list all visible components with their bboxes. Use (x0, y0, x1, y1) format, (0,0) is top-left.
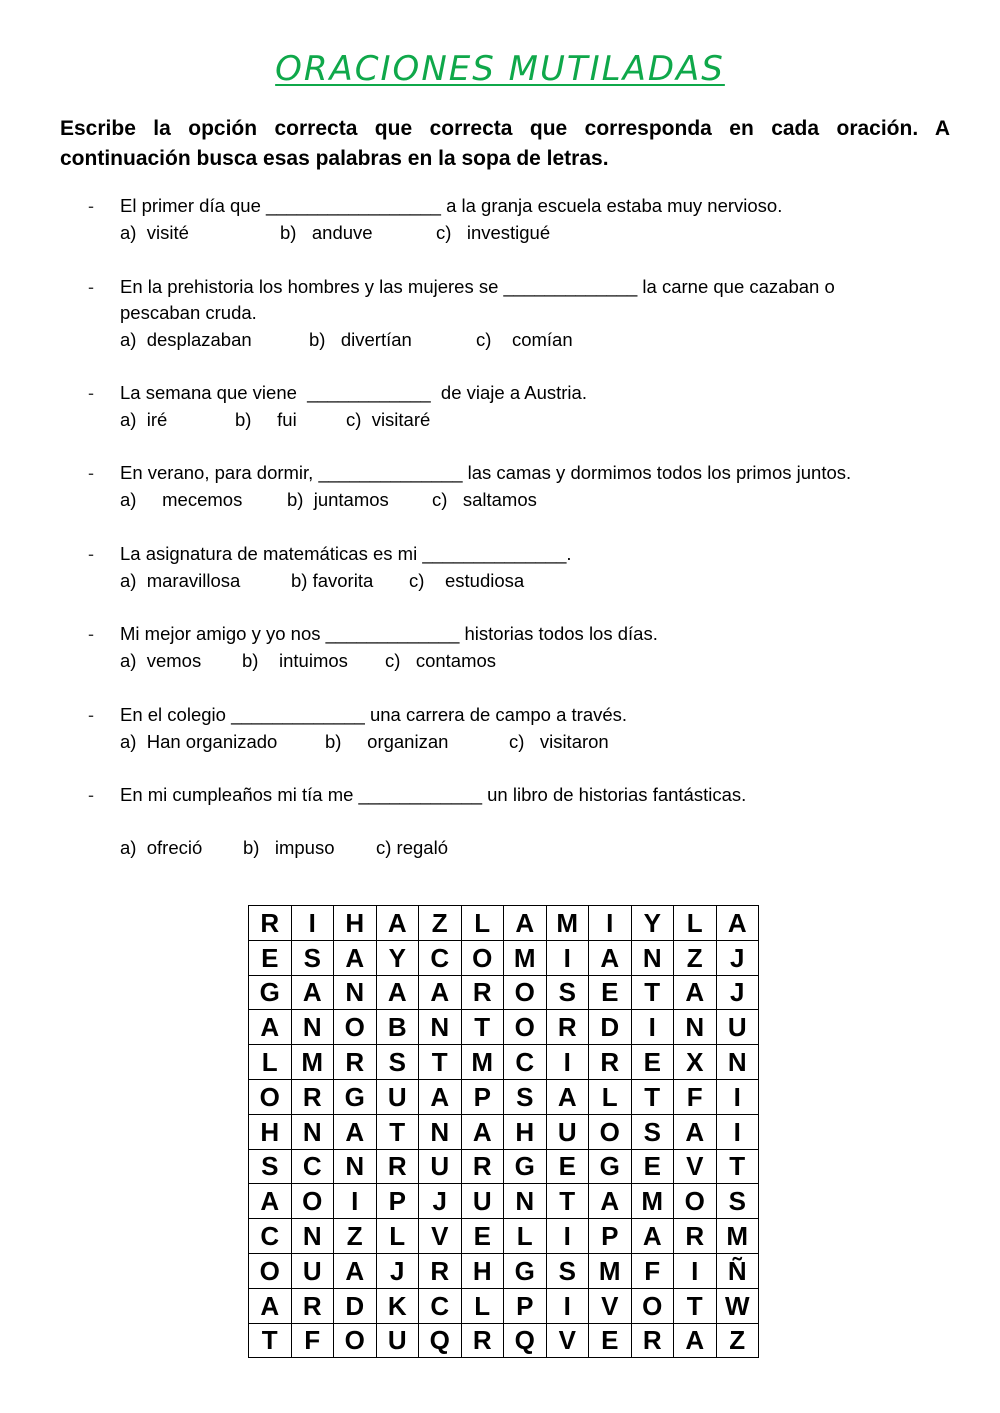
option-b[interactable]: b) organizan (325, 731, 449, 752)
option-b[interactable]: b) impuso (243, 837, 335, 858)
word-search-row (249, 1219, 759, 1254)
word-search-cell[interactable]: E (589, 1323, 632, 1358)
question-dash: - (88, 705, 94, 725)
word-search-cell[interactable]: U (376, 1079, 419, 1114)
word-search-cell[interactable]: O (504, 1010, 547, 1045)
word-search-grid (248, 905, 759, 1358)
word-search-cell[interactable]: U (461, 1184, 504, 1219)
word-search-cell[interactable]: I (716, 1079, 759, 1114)
word-search-cell[interactable]: E (589, 975, 632, 1010)
word-search-cell[interactable]: N (716, 1045, 759, 1080)
option-b[interactable]: b) fui (235, 409, 297, 430)
word-search-cell[interactable]: C (291, 1149, 334, 1184)
option-c[interactable]: c) contamos (385, 650, 497, 671)
option-b[interactable]: b) divertían (309, 329, 412, 350)
word-search-cell[interactable]: A (291, 975, 334, 1010)
word-search-cell[interactable]: R (291, 1079, 334, 1114)
question-text: La semana que viene ____________ de viaje a Austria. (120, 382, 587, 403)
word-search-cell[interactable]: V (546, 1323, 589, 1358)
option-a[interactable]: a) vemos (120, 650, 202, 671)
word-search-cell[interactable]: T (674, 1288, 717, 1323)
word-search-cell[interactable]: A (546, 1079, 589, 1114)
word-search-cell[interactable]: S (546, 975, 589, 1010)
word-search-cell[interactable]: H (334, 906, 377, 941)
word-search-cell[interactable]: K (376, 1288, 419, 1323)
word-search-cell[interactable]: N (291, 1114, 334, 1149)
word-search-cell[interactable]: L (674, 906, 717, 941)
word-search-cell[interactable]: S (376, 1045, 419, 1080)
option-a[interactable]: a) visité (120, 222, 189, 243)
option-a[interactable]: a) maravillosa (120, 570, 241, 591)
word-search-row (249, 975, 759, 1010)
word-search-cell[interactable]: O (461, 940, 504, 975)
word-search-cell[interactable]: R (419, 1253, 462, 1288)
word-search-cell[interactable]: I (546, 1045, 589, 1080)
word-search-row (249, 1288, 759, 1323)
word-search-cell[interactable]: V (419, 1219, 462, 1254)
option-a[interactable]: a) iré (120, 409, 168, 430)
question-text: En el colegio _____________ una carrera de campo a través. (120, 704, 628, 725)
option-b[interactable]: b) intuimos (242, 650, 348, 671)
word-search-cell[interactable]: O (249, 1253, 292, 1288)
word-search-row (249, 1323, 759, 1358)
question-text: En la prehistoria los hombres y las mujeres se _____________ la carne que cazaban o pescaban cruda. (120, 276, 840, 323)
word-search-cell[interactable]: L (461, 1288, 504, 1323)
word-search-cell[interactable]: T (419, 1045, 462, 1080)
word-search-cell[interactable]: T (249, 1323, 292, 1358)
word-search-cell[interactable]: T (631, 975, 674, 1010)
word-search-cell[interactable]: C (419, 940, 462, 975)
word-search-cell[interactable]: Q (419, 1323, 462, 1358)
question-text: La asignatura de matemáticas es mi ______________. (120, 543, 572, 564)
question-dash: - (88, 196, 94, 216)
option-c[interactable]: c) visitaron (509, 731, 609, 752)
word-search-cell[interactable]: O (334, 1323, 377, 1358)
word-search-cell[interactable]: O (631, 1288, 674, 1323)
word-search-cell[interactable]: H (249, 1114, 292, 1149)
word-search-row (249, 1149, 759, 1184)
word-search-cell[interactable]: R (461, 1149, 504, 1184)
word-search-cell[interactable]: E (631, 1149, 674, 1184)
instructions: Escribe la opción correcta que correcta que corresponda en cada oración. A continuación busca esas palabras en la sopa de letras. (60, 117, 950, 170)
word-search-cell[interactable]: R (589, 1045, 632, 1080)
word-search-cell[interactable]: I (674, 1253, 717, 1288)
word-search-cell[interactable]: O (674, 1184, 717, 1219)
word-search-cell[interactable]: R (291, 1288, 334, 1323)
word-search-row (249, 940, 759, 975)
option-c[interactable]: c) estudiosa (409, 570, 525, 591)
word-search-cell[interactable]: R (376, 1149, 419, 1184)
word-search-cell[interactable]: D (334, 1288, 377, 1323)
word-search-cell[interactable]: F (674, 1079, 717, 1114)
option-b[interactable]: b) anduve (280, 222, 373, 243)
word-search-row (249, 906, 759, 941)
word-search-cell[interactable]: V (674, 1149, 717, 1184)
option-b[interactable]: b) favorita (291, 570, 374, 591)
word-search-cell[interactable]: N (504, 1184, 547, 1219)
word-search-cell[interactable]: N (674, 1010, 717, 1045)
word-search-cell[interactable]: M (546, 906, 589, 941)
word-search-cell[interactable]: T (376, 1114, 419, 1149)
word-search-cell[interactable]: H (461, 1253, 504, 1288)
word-search-cell[interactable]: A (334, 1253, 377, 1288)
word-search-cell[interactable]: Y (631, 906, 674, 941)
word-search-cell[interactable]: M (589, 1253, 632, 1288)
word-search-cell[interactable]: T (631, 1079, 674, 1114)
word-search-cell[interactable]: T (546, 1184, 589, 1219)
word-search-cell[interactable]: L (589, 1079, 632, 1114)
word-search-cell[interactable]: P (589, 1219, 632, 1254)
word-search-cell[interactable]: O (291, 1184, 334, 1219)
word-search-cell[interactable]: U (546, 1114, 589, 1149)
word-search-cell[interactable]: U (291, 1253, 334, 1288)
word-search-cell[interactable]: A (249, 1288, 292, 1323)
word-search-cell[interactable]: G (504, 1149, 547, 1184)
word-search-cell[interactable]: I (546, 1288, 589, 1323)
word-search-cell[interactable]: N (291, 1010, 334, 1045)
word-search-cell[interactable]: A (589, 1184, 632, 1219)
word-search-cell[interactable]: A (376, 975, 419, 1010)
word-search-cell[interactable]: I (589, 906, 632, 941)
word-search-cell[interactable]: O (504, 975, 547, 1010)
question-dash: - (88, 277, 94, 297)
word-search-cell[interactable]: P (504, 1288, 547, 1323)
option-c[interactable]: c) visitaré (346, 409, 431, 430)
word-search-cell[interactable]: E (546, 1149, 589, 1184)
word-search-cell[interactable]: T (716, 1149, 759, 1184)
option-c[interactable]: c) regaló (376, 837, 448, 858)
question-dash: - (88, 624, 94, 644)
word-search-cell[interactable]: H (504, 1114, 547, 1149)
word-search-cell[interactable]: A (674, 1323, 717, 1358)
option-a[interactable]: a) desplazaban (120, 329, 252, 350)
word-search-cell[interactable]: L (249, 1045, 292, 1080)
word-search-cell[interactable]: R (631, 1323, 674, 1358)
word-search-cell[interactable]: R (249, 906, 292, 941)
word-search-cell[interactable]: A (589, 940, 632, 975)
word-search-cell[interactable]: N (631, 940, 674, 975)
word-search-cell[interactable]: I (334, 1184, 377, 1219)
word-search-cell[interactable]: A (249, 1184, 292, 1219)
question-dash: - (88, 383, 94, 403)
word-search-cell[interactable]: R (546, 1010, 589, 1045)
word-search-cell[interactable]: N (419, 1114, 462, 1149)
word-search-cell[interactable]: C (504, 1045, 547, 1080)
word-search-cell[interactable]: C (249, 1219, 292, 1254)
word-search-cell[interactable]: J (376, 1253, 419, 1288)
word-search-cell[interactable]: M (716, 1219, 759, 1254)
word-search-cell[interactable]: Z (334, 1219, 377, 1254)
word-search-cell[interactable]: S (249, 1149, 292, 1184)
word-search-cell[interactable]: D (589, 1010, 632, 1045)
word-search-cell[interactable]: G (589, 1149, 632, 1184)
word-search-cell[interactable]: O (249, 1079, 292, 1114)
word-search-cell[interactable]: U (716, 1010, 759, 1045)
word-search-cell[interactable]: A (419, 1079, 462, 1114)
option-a[interactable]: a) mecemos (120, 489, 243, 510)
word-search-cell[interactable]: M (631, 1184, 674, 1219)
word-search-cell[interactable]: A (461, 1114, 504, 1149)
word-search-cell[interactable]: B (376, 1010, 419, 1045)
word-search-cell[interactable]: G (249, 975, 292, 1010)
question-options (120, 835, 448, 965)
word-search-cell[interactable]: Z (419, 906, 462, 941)
word-search-cell[interactable]: L (504, 1219, 547, 1254)
word-search-cell[interactable]: F (631, 1253, 674, 1288)
word-search-row (249, 1114, 759, 1149)
word-search-cell[interactable]: U (376, 1323, 419, 1358)
word-search-cell[interactable]: C (419, 1288, 462, 1323)
word-search-cell[interactable]: U (419, 1149, 462, 1184)
word-search-cell[interactable]: I (291, 906, 334, 941)
word-search-cell[interactable]: I (631, 1010, 674, 1045)
word-search-cell[interactable]: N (291, 1219, 334, 1254)
word-search-cell[interactable]: G (334, 1079, 377, 1114)
option-a[interactable]: a) ofreció (120, 837, 203, 858)
word-search-row (249, 1253, 759, 1288)
word-search-cell[interactable]: A (249, 1010, 292, 1045)
word-search-cell[interactable]: I (546, 1219, 589, 1254)
word-search-cell[interactable]: A (419, 975, 462, 1010)
word-search-cell[interactable]: R (674, 1219, 717, 1254)
word-search-cell[interactable]: T (461, 1010, 504, 1045)
word-search-cell[interactable]: E (249, 940, 292, 975)
word-search-row (249, 1045, 759, 1080)
word-search-cell[interactable]: S (631, 1114, 674, 1149)
word-search-cell[interactable]: G (504, 1253, 547, 1288)
word-search-cell[interactable]: F (291, 1323, 334, 1358)
word-search-cell[interactable]: M (291, 1045, 334, 1080)
option-c[interactable]: c) comían (476, 329, 573, 350)
word-search-cell[interactable]: V (589, 1288, 632, 1323)
question-text: En verano, para dormir, ______________ las camas y dormimos todos los primos juntos. (120, 462, 852, 483)
word-search-row (249, 1079, 759, 1114)
word-search-cell[interactable]: A (631, 1219, 674, 1254)
word-search-cell[interactable]: Ñ (716, 1253, 759, 1288)
word-search-cell[interactable]: A (716, 906, 759, 941)
word-search-cell[interactable]: L (461, 906, 504, 941)
word-search-cell[interactable]: X (674, 1045, 717, 1080)
word-search-cell[interactable]: A (376, 906, 419, 941)
word-search-cell[interactable]: E (631, 1045, 674, 1080)
word-search-cell[interactable]: R (461, 1323, 504, 1358)
word-search-cell[interactable]: I (546, 940, 589, 975)
word-search-cell[interactable]: S (546, 1253, 589, 1288)
word-search-cell[interactable]: Z (716, 1323, 759, 1358)
question-dash: - (88, 544, 94, 564)
word-search-row (249, 1184, 759, 1219)
word-search-cell[interactable]: Y (376, 940, 419, 975)
option-c[interactable]: c) saltamos (432, 489, 537, 510)
word-search-cell[interactable]: O (334, 1010, 377, 1045)
word-search-cell[interactable]: I (716, 1114, 759, 1149)
word-search-cell[interactable]: A (504, 906, 547, 941)
word-search-cell[interactable]: A (334, 940, 377, 975)
word-search-cell[interactable]: A (674, 975, 717, 1010)
question-text: En mi cumpleaños mi tía me ____________ un libro de historias fantásticas. (120, 784, 747, 805)
question-text: El primer día que _________________ a la granja escuela estaba muy nervioso. (120, 195, 783, 216)
word-search-cell[interactable]: S (504, 1079, 547, 1114)
word-search-cell[interactable]: R (334, 1045, 377, 1080)
word-search-cell[interactable]: A (674, 1114, 717, 1149)
word-search-cell[interactable]: W (716, 1288, 759, 1323)
word-search-cell[interactable]: N (334, 1149, 377, 1184)
word-search-cell[interactable]: M (461, 1045, 504, 1080)
word-search-cell[interactable]: Z (674, 940, 717, 975)
word-search-cell[interactable]: N (419, 1010, 462, 1045)
question-dash: - (88, 463, 94, 483)
word-search-cell[interactable]: O (589, 1114, 632, 1149)
option-c[interactable]: c) investigué (436, 222, 551, 243)
word-search-cell[interactable]: J (716, 975, 759, 1010)
word-search-cell[interactable]: A (334, 1114, 377, 1149)
word-search-cell[interactable]: J (419, 1184, 462, 1219)
word-search-cell[interactable]: L (376, 1219, 419, 1254)
question-dash: - (88, 785, 94, 805)
word-search-cell[interactable]: J (716, 940, 759, 975)
option-a[interactable]: a) Han organizado (120, 731, 278, 752)
option-b[interactable]: b) juntamos (287, 489, 389, 510)
word-search-row (249, 1010, 759, 1045)
word-search-cell[interactable]: E (461, 1219, 504, 1254)
word-search-cell[interactable]: S (716, 1184, 759, 1219)
word-search-cell[interactable]: P (461, 1079, 504, 1114)
word-search-cell[interactable]: R (461, 975, 504, 1010)
word-search-cell[interactable]: N (334, 975, 377, 1010)
word-search-cell[interactable]: M (504, 940, 547, 975)
page-title: ORACIONES MUTILADAS (275, 49, 725, 89)
word-search-cell[interactable]: P (376, 1184, 419, 1219)
word-search-cell[interactable]: S (291, 940, 334, 975)
word-search-cell[interactable]: Q (504, 1323, 547, 1358)
question-text: Mi mejor amigo y yo nos _____________ historias todos los días. (120, 623, 658, 644)
